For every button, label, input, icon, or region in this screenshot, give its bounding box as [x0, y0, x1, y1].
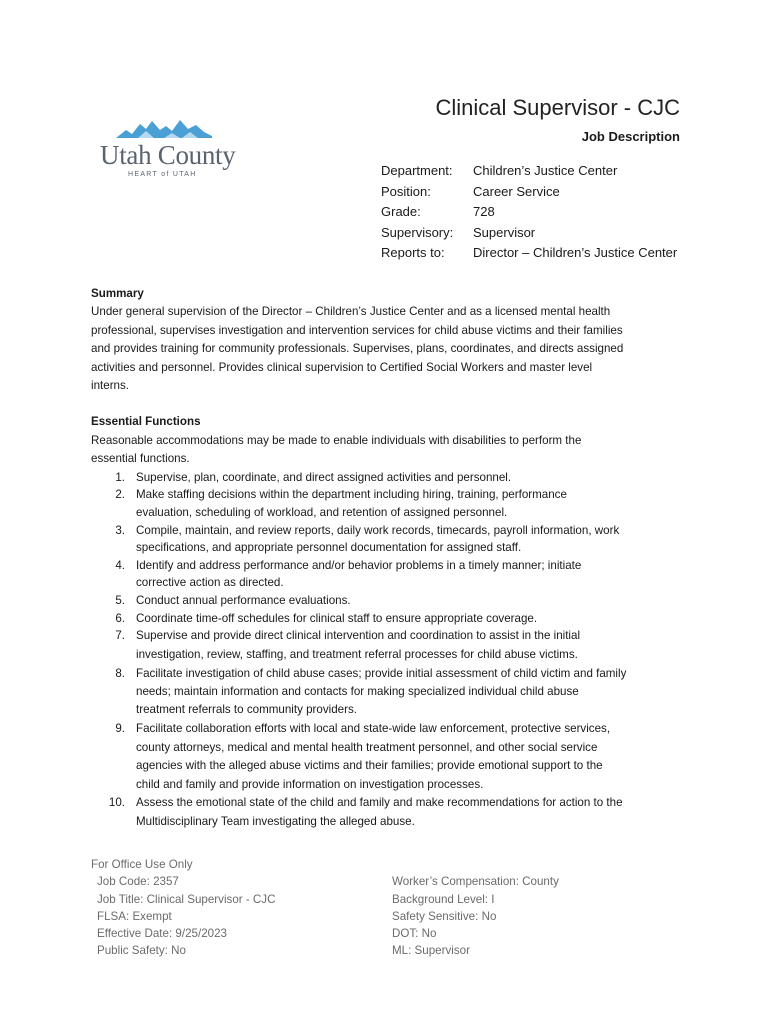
list-item-line: child and family and provide information on investigation processes.: [136, 777, 484, 791]
list-item: [91, 522, 691, 557]
office-use-title: For Office Use Only: [91, 858, 193, 871]
main-content: [91, 285, 691, 832]
office-field: Public Safety: No: [97, 944, 186, 958]
office-use-section: [91, 856, 559, 960]
list-item-number: 1.: [115, 470, 125, 484]
office-use-right-column: [392, 873, 559, 959]
office-field: Worker’s Compensation: County: [392, 875, 559, 889]
meta-value: 728: [473, 204, 495, 219]
list-item-number: 3.: [115, 523, 125, 537]
meta-row-grade: [381, 202, 677, 223]
list-item-number: 8.: [115, 666, 125, 680]
list-item: [91, 486, 691, 521]
office-field: Effective Date: 9/25/2023: [97, 927, 227, 941]
list-item-number: 5.: [115, 593, 125, 607]
meta-label: Grade:: [381, 204, 421, 219]
list-item: [91, 627, 691, 664]
list-item-line: Multidisciplinary Team investigating the alleged abuse.: [136, 814, 415, 828]
office-field: DOT: No: [392, 927, 437, 941]
summary-line: and provides training for community professionals. Supervises, plans, coordinates, and directs assigned: [91, 342, 624, 356]
office-field: Background Level: I: [392, 892, 495, 906]
list-item-number: 6.: [115, 611, 125, 625]
summary-line: activities and personnel. Provides clinical supervision to Certified Social Workers and master level: [91, 360, 593, 374]
office-field: Safety Sensitive: No: [392, 909, 497, 923]
list-item-line: treatment referrals to community providers.: [136, 703, 358, 717]
mountain-logo-icon: [116, 118, 212, 140]
list-item: [91, 794, 691, 831]
meta-row-reports-to: [381, 243, 677, 264]
list-item-line: Facilitate collaboration efforts with local and state-wide law enforcement, protective services,: [136, 722, 611, 736]
list-item-line: investigation, review, staffing, and treatment referral processes for child abuse victims.: [136, 647, 578, 661]
page-title: Clinical Supervisor - CJC: [435, 95, 680, 120]
essential-functions-list: [91, 469, 691, 832]
summary-line: Under general supervision of the Director – Children’s Justice Center and as a licensed mental health: [91, 305, 611, 319]
office-field: Job Code: 2357: [97, 875, 179, 889]
list-item-line: Coordinate time-off schedules for clinical staff to ensure appropriate coverage.: [136, 611, 538, 625]
essential-functions-heading: Essential Functions: [91, 415, 201, 429]
list-item-line: Supervise, plan, coordinate, and direct assigned activities and personnel.: [136, 470, 512, 484]
job-meta: [381, 161, 677, 264]
list-item-number: 4.: [115, 558, 125, 572]
meta-label: Supervisory:: [381, 224, 454, 240]
list-item-line: specifications, and appropriate personnel documentation for assigned staff.: [136, 540, 522, 554]
summary-line: professional, supervises investigation and intervention services for child abuse victims and their families: [91, 323, 623, 337]
office-field: Job Title: Clinical Supervisor - CJC: [97, 892, 276, 906]
list-item-number: 2.: [115, 488, 125, 502]
list-item-number: 9.: [115, 722, 125, 736]
summary-heading: Summary: [91, 287, 144, 300]
meta-value: Career Service: [473, 183, 560, 199]
list-item-line: Identify and address performance and/or behavior problems in a timely manner; initiate: [136, 558, 582, 572]
office-field: ML: Supervisor: [392, 944, 470, 958]
list-item-number: 10.: [108, 796, 125, 810]
list-item-number: 7.: [115, 629, 125, 643]
meta-row-supervisory: [381, 223, 677, 244]
meta-row-position: [381, 182, 677, 203]
summary-text: [91, 303, 691, 395]
list-item: [91, 665, 691, 720]
list-item: [91, 469, 691, 486]
meta-value: Supervisor: [473, 224, 536, 240]
meta-label: Department:: [381, 163, 453, 178]
list-item: [91, 610, 691, 627]
utah-county-logo: [98, 118, 238, 188]
list-item-line: Conduct annual performance evaluations.: [136, 593, 351, 607]
list-item: [91, 592, 691, 609]
essential-intro-line: essential functions.: [91, 452, 190, 466]
list-item-line: Supervise and provide direct clinical intervention and coordination to assist in the initial: [136, 629, 581, 643]
list-item-line: county attorneys, medical and mental health treatment personnel, and other social service: [136, 740, 598, 754]
essential-intro-line: Reasonable accommodations may be made to enable individuals with disabilities to perform the: [91, 433, 582, 447]
list-item: [91, 720, 691, 794]
summary-line: interns.: [91, 379, 130, 393]
page-subtitle: Job Description: [581, 129, 680, 144]
list-item-line: needs; maintain information and contacts for making specialized individual child abuse: [136, 685, 579, 699]
office-use-left-column: [91, 873, 392, 959]
list-item-line: Compile, maintain, and review reports, daily work records, timecards, payroll information, work: [136, 523, 620, 537]
list-item-line: Facilitate investigation of child abuse cases; provide initial assessment of child victim and family: [136, 666, 627, 680]
meta-label: Reports to:: [381, 245, 445, 260]
logo-tagline: HEART of UTAH: [128, 171, 197, 178]
list-item-line: Make staffing decisions within the department including hiring, training, performance: [136, 488, 567, 502]
meta-value: Director – Children’s Justice Center: [473, 245, 678, 260]
meta-value: Children’s Justice Center: [473, 163, 618, 178]
list-item-line: agencies with the alleged abuse victims and their families; provide emotional support to the: [136, 759, 603, 773]
office-use-columns: [91, 873, 559, 959]
meta-label: Position:: [381, 183, 431, 199]
list-item: [91, 557, 691, 592]
list-item-line: corrective action as directed.: [136, 575, 284, 589]
list-item-line: Assess the emotional state of the child and family and make recommendations for action to the: [136, 796, 623, 810]
office-field: FLSA: Exempt: [97, 909, 172, 923]
meta-row-department: [381, 161, 677, 182]
list-item-line: evaluation, scheduling of workload, and retention of assigned personnel.: [136, 505, 508, 519]
logo-name: Utah County: [100, 140, 236, 170]
